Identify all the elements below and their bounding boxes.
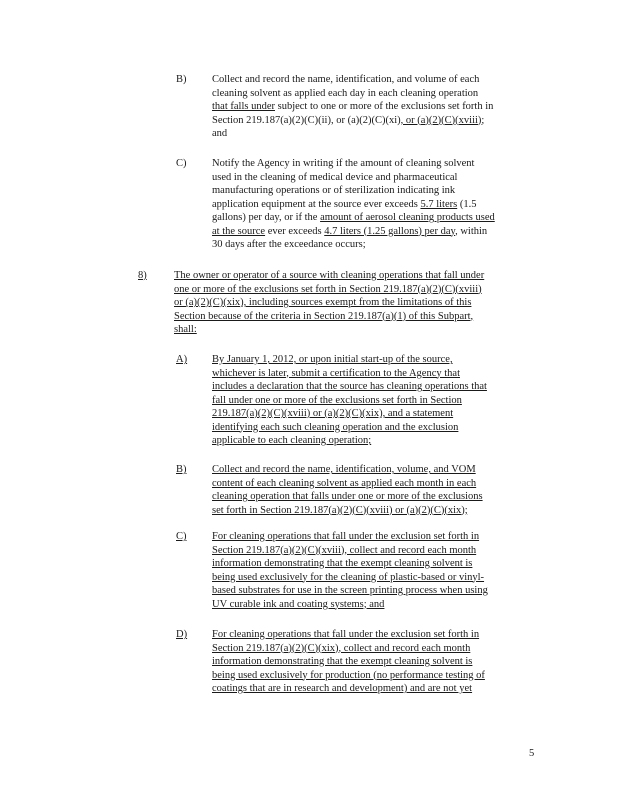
text-line — [212, 584, 488, 598]
text-line — [212, 682, 485, 696]
inserted-text: or (a)(2)(C)(xix), including sources exempt from the limitations of this — [174, 297, 472, 308]
text-line — [212, 628, 485, 642]
text-run: Notify the Agency in writing if the amount of cleaning solvent — [212, 158, 475, 169]
text-run: , within — [455, 225, 488, 237]
text-line — [212, 380, 487, 394]
text-line — [212, 544, 488, 558]
inserted-text: being used exclusively for the cleaning of plastic-based or vinyl- — [212, 571, 485, 583]
text-line — [212, 353, 487, 367]
inserted-text: coatings that are in research and development) and are not yet — [212, 683, 473, 694]
inserted-text: 219.187(a)(2)(C)(xviii) or (a)(2)(C)(xix), and a statement — [212, 408, 454, 419]
inserted-text: For cleaning operations that fall under the exclusion set forth in — [212, 629, 480, 640]
text-line — [174, 283, 484, 297]
inserted-text: set forth in Section 219.187(a)(2)(C)(xviii) or (a)(2)(C)(xix); — [212, 504, 468, 516]
item-text-0 — [212, 73, 493, 141]
text-line — [212, 477, 483, 491]
item-text-3 — [212, 353, 487, 448]
text-line — [212, 407, 487, 421]
text-line — [174, 269, 484, 283]
item-label: B) — [176, 74, 187, 85]
inserted-text: For cleaning operations that fall under the exclusion set forth in — [212, 531, 480, 542]
inserted-text: Collect and record the name, identification, volume, and VOM — [212, 464, 476, 475]
inserted-text: shall: — [174, 324, 197, 335]
text-line — [212, 171, 495, 185]
text-run: manufacturing operations or of sterilization indicating ink — [212, 185, 456, 196]
text-line — [212, 114, 493, 128]
text-run: cleaning solvent as applied each day in each cleaning operation — [212, 87, 479, 99]
text-line — [212, 669, 485, 683]
inserted-text: Section 219.187(a)(2)(C)(xix), collect and record each month — [212, 642, 471, 654]
inserted-text: 5.7 liters — [420, 198, 458, 210]
text-line — [174, 323, 484, 337]
item-label: A) — [176, 354, 188, 365]
text-line — [212, 367, 487, 381]
inserted-text: information demonstrating that the exempt cleaning solvent is — [212, 656, 473, 667]
item-text-6 — [212, 628, 485, 696]
text-line — [212, 421, 487, 435]
text-line — [174, 310, 484, 324]
text-run: Section 219.187(a)(2)(C)(ii), or (a)(2)(C)(xi) — [212, 114, 401, 126]
inserted-text: being used exclusively for production (no performance testing of — [212, 669, 485, 681]
text-run: ; — [481, 114, 485, 126]
text-line — [212, 394, 487, 408]
inserted-text: includes a declaration that the source has cleaning operations that — [212, 381, 487, 392]
page-number: 5 — [529, 748, 535, 759]
text-line — [212, 655, 485, 669]
item-label: C) — [176, 158, 187, 169]
text-run: ever exceeds — [265, 225, 325, 237]
text-line — [212, 198, 495, 212]
text-run: Collect and record the name, identification, and volume of each — [212, 74, 480, 85]
text-line — [212, 434, 487, 448]
inserted-text: whichever is later, submit a certification to the Agency that — [212, 367, 460, 379]
text-line — [212, 127, 493, 141]
text-line — [212, 87, 493, 101]
text-line — [212, 463, 483, 477]
inserted-text: applicable to each cleaning operation; — [212, 435, 372, 446]
item-label: C) — [176, 531, 187, 542]
item-label: B) — [176, 464, 187, 475]
text-line — [212, 530, 488, 544]
item-label: D) — [176, 629, 188, 640]
inserted-text: Section 219.187(a)(2)(C)(xviii), collect and record each month — [212, 544, 477, 556]
text-line — [212, 184, 495, 198]
text-line — [212, 225, 495, 239]
text-line — [212, 557, 488, 571]
item-text-1 — [212, 157, 495, 252]
inserted-text: , or (a)(2)(C)(xviii) — [400, 114, 482, 126]
inserted-text: cleaning operation that falls under one or more of the exclusions — [212, 491, 483, 502]
inserted-text: that falls under — [212, 101, 275, 112]
inserted-text: information demonstrating that the exempt cleaning solvent is — [212, 558, 473, 569]
text-line — [212, 157, 495, 171]
text-run: application equipment at the source ever exceeds — [212, 198, 421, 210]
text-line — [212, 73, 493, 87]
text-run: and — [212, 128, 228, 139]
text-line — [212, 504, 483, 518]
inserted-text: amount of aerosol cleaning products used — [320, 212, 495, 223]
inserted-text: By January 1, 2012, or upon initial start-up of the source, — [212, 354, 453, 365]
item-text-5 — [212, 530, 488, 611]
item-text-4 — [212, 463, 483, 517]
inserted-text: UV curable ink and coating systems; and — [212, 598, 385, 610]
text-run: subject to one or more of the exclusions set forth in — [274, 101, 494, 112]
text-line — [212, 642, 485, 656]
inserted-text: based substrates for use in the screen printing process when using — [212, 585, 488, 596]
inserted-text: 4.7 liters (1.25 gallons) per day — [324, 225, 456, 237]
item-text-2 — [174, 269, 484, 337]
inserted-text: Section because of the criteria in Section 219.187(a)(1) of this Subpart, — [174, 310, 474, 322]
inserted-text: fall under one or more of the exclusions set forth in Section — [212, 394, 462, 406]
text-line — [212, 490, 483, 504]
text-line — [212, 598, 488, 612]
text-run: (1.5 — [457, 198, 477, 210]
text-run: 30 days after the exceedance occurs; — [212, 239, 366, 250]
inserted-text: content of each cleaning solvent as applied each month in each — [212, 477, 477, 489]
inserted-text: at the source — [212, 225, 266, 237]
text-line — [212, 100, 493, 114]
text-run: used in the cleaning of medical device and pharmaceutical — [212, 171, 458, 183]
subsection-label: 8) — [138, 270, 147, 281]
inserted-text: The owner or operator of a source with cleaning operations that fall under — [174, 270, 485, 281]
text-line — [212, 211, 495, 225]
text-line — [212, 238, 495, 252]
inserted-text: one or more of the exclusions set forth in Section 219.187(a)(2)(C)(xviii) — [174, 283, 482, 295]
text-run: gallons) per day, or if the — [212, 212, 321, 223]
inserted-text: identifying each such cleaning operation and the exclusion — [212, 421, 459, 433]
text-line — [212, 571, 488, 585]
text-line — [174, 296, 484, 310]
